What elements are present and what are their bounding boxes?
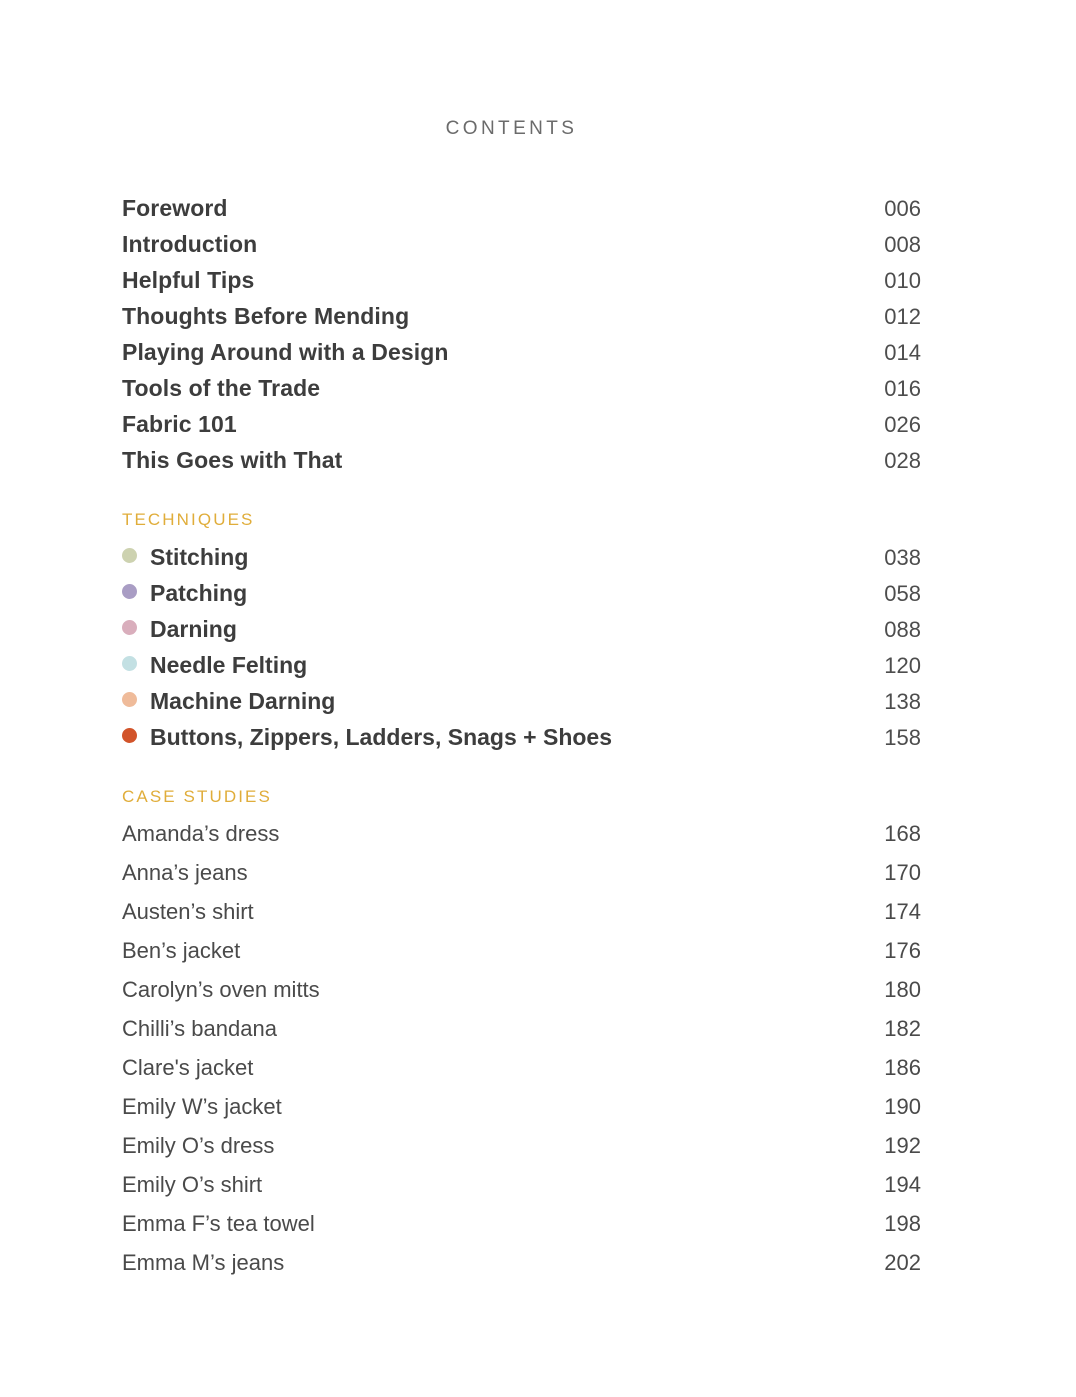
page-number: 038 — [884, 545, 921, 570]
entry-label: Ben’s jacket — [122, 938, 241, 963]
entry-label: Anna’s jeans — [122, 860, 248, 885]
entry-label: Patching — [150, 580, 248, 606]
leader-dots — [294, 1269, 859, 1270]
leader-dots — [257, 600, 859, 601]
page-number: 014 — [884, 340, 921, 365]
leader-dots — [289, 840, 859, 841]
toc-entry-front-matter[interactable] — [122, 303, 921, 330]
leader-dots — [330, 395, 859, 396]
technique-color-dot-icon — [122, 548, 137, 563]
leader-dots — [264, 287, 859, 288]
entry-label: Introduction — [122, 231, 258, 257]
leader-dots — [459, 359, 859, 360]
leader-dots — [272, 1191, 859, 1192]
leader-dots — [263, 1074, 859, 1075]
technique-color-dot-icon — [122, 728, 137, 743]
page-number: 176 — [884, 938, 921, 963]
entry-label: This Goes with That — [122, 447, 343, 473]
case-studies-heading: CASE STUDIES — [122, 787, 272, 806]
page-title: CONTENTS — [445, 118, 578, 139]
page-number: 194 — [884, 1172, 921, 1197]
page-number: 058 — [884, 581, 921, 606]
page-number: 026 — [884, 412, 921, 437]
page-number: 168 — [884, 821, 921, 846]
entry-label: Foreword — [122, 195, 228, 221]
page-number: 174 — [884, 899, 921, 924]
entry-label: Stitching — [150, 544, 249, 570]
entry-label: Emma M’s jeans — [122, 1250, 285, 1275]
techniques-list — [122, 544, 921, 751]
leader-dots — [330, 996, 859, 997]
toc-entry-case-study[interactable] — [122, 938, 921, 964]
leader-dots — [622, 744, 859, 745]
entry-label: Emily W’s jacket — [122, 1094, 282, 1119]
page-number: 192 — [884, 1133, 921, 1158]
entry-label: Helpful Tips — [122, 267, 255, 293]
toc-entry-case-study[interactable] — [122, 821, 921, 847]
entry-label: Clare's jacket — [122, 1055, 254, 1080]
toc-entry-front-matter[interactable] — [122, 267, 921, 294]
leader-dots — [258, 879, 859, 880]
entry-label: Chilli’s bandana — [122, 1016, 277, 1041]
leader-dots — [292, 1113, 859, 1114]
leader-dots — [264, 918, 859, 919]
toc-entry-case-study[interactable] — [122, 1172, 921, 1198]
entry-label: Carolyn’s oven mitts — [122, 977, 320, 1002]
toc-entry-case-study[interactable] — [122, 1016, 921, 1042]
leader-dots — [250, 957, 859, 958]
entry-label: Tools of the Trade — [122, 375, 321, 401]
page-number: 028 — [884, 448, 921, 473]
page-number: 202 — [884, 1250, 921, 1275]
entry-label: Emily O’s dress — [122, 1133, 275, 1158]
entry-label: Needle Felting — [150, 652, 308, 678]
toc-entry-case-study[interactable] — [122, 899, 921, 925]
page-number: 120 — [884, 653, 921, 678]
page-number: 008 — [884, 232, 921, 257]
entry-label: Thoughts Before Mending — [122, 303, 410, 329]
page-number: 016 — [884, 376, 921, 401]
toc-entry-technique[interactable] — [122, 724, 921, 751]
technique-color-dot-icon — [122, 656, 137, 671]
entry-label: Playing Around with a Design — [122, 339, 449, 365]
toc-entry-case-study[interactable] — [122, 1250, 921, 1276]
toc-entry-front-matter[interactable] — [122, 195, 921, 222]
leader-dots — [258, 564, 859, 565]
leader-dots — [419, 323, 859, 324]
toc-entry-front-matter[interactable] — [122, 447, 921, 474]
page-number: 182 — [884, 1016, 921, 1041]
page-number: 180 — [884, 977, 921, 1002]
entry-label: Darning — [150, 616, 237, 642]
toc-entry-case-study[interactable] — [122, 1133, 921, 1159]
page-number: 010 — [884, 268, 921, 293]
leader-dots — [352, 467, 859, 468]
toc-entry-front-matter[interactable] — [122, 231, 921, 258]
leader-dots — [267, 251, 859, 252]
leader-dots — [247, 636, 859, 637]
leader-dots — [345, 708, 859, 709]
leader-dots — [284, 1152, 859, 1153]
toc-entry-front-matter[interactable] — [122, 411, 921, 438]
toc-entry-case-study[interactable] — [122, 977, 921, 1003]
page-number: 170 — [884, 860, 921, 885]
entry-label: Austen’s shirt — [122, 899, 254, 924]
technique-color-dot-icon — [122, 620, 137, 635]
technique-color-dot-icon — [122, 692, 137, 707]
entry-label: Amanda’s dress — [122, 821, 280, 846]
leader-dots — [287, 1035, 859, 1036]
leader-dots — [317, 672, 859, 673]
entry-label: Emma F’s tea towel — [122, 1211, 315, 1236]
page-number: 198 — [884, 1211, 921, 1236]
toc-entry-case-study[interactable] — [122, 1055, 921, 1081]
entry-label: Machine Darning — [150, 688, 336, 714]
toc-entry-front-matter[interactable] — [122, 375, 921, 402]
page-number: 190 — [884, 1094, 921, 1119]
entry-label: Emily O’s shirt — [122, 1172, 263, 1197]
toc-entry-technique[interactable] — [122, 688, 921, 715]
toc-entry-case-study[interactable] — [122, 1094, 921, 1120]
entry-label: Buttons, Zippers, Ladders, Snags + Shoes — [150, 724, 613, 750]
toc-entry-front-matter[interactable] — [122, 339, 921, 366]
toc-entry-case-study[interactable] — [122, 1211, 921, 1237]
leader-dots — [325, 1230, 859, 1231]
page-number: 012 — [884, 304, 921, 329]
leader-dots — [238, 215, 859, 216]
toc-entry-technique[interactable] — [122, 580, 921, 607]
page-number: 158 — [884, 725, 921, 750]
page-number: 138 — [884, 689, 921, 714]
entry-label: Fabric 101 — [122, 411, 237, 437]
page-number: 186 — [884, 1055, 921, 1080]
leader-dots — [247, 431, 859, 432]
page-number: 006 — [884, 196, 921, 221]
toc-entry-technique[interactable] — [122, 544, 921, 571]
technique-color-dot-icon — [122, 584, 137, 599]
front-matter-list — [122, 195, 921, 474]
toc-entry-case-study[interactable] — [122, 860, 921, 886]
case-studies-list — [122, 821, 921, 1276]
techniques-heading: TECHNIQUES — [122, 510, 255, 529]
toc-entry-technique[interactable] — [122, 652, 921, 679]
page-number: 088 — [884, 617, 921, 642]
toc-entry-technique[interactable] — [122, 616, 921, 643]
